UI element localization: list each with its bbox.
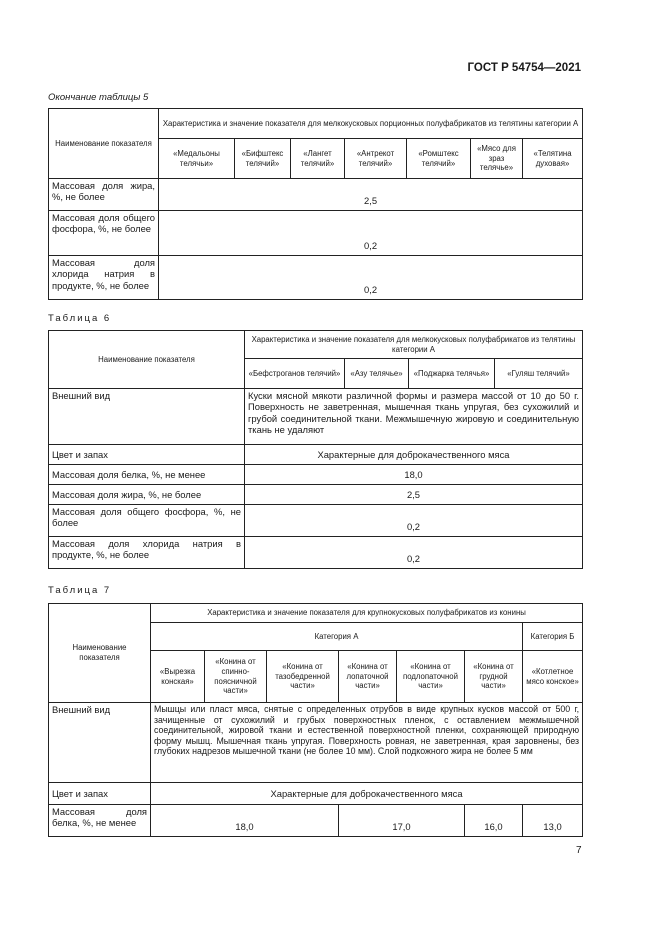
table5-col-header: «Лангет телячий» (291, 139, 345, 179)
row-label: Массовая доля жира, %, не более (49, 485, 245, 505)
table7-col-header: «Конина от лопаточной части» (339, 651, 397, 703)
table7-name-header: Наименование показателя (49, 604, 151, 703)
table5-col-header: «Мясо для зраз телячье» (471, 139, 523, 179)
table-row (49, 703, 583, 783)
table5-name-header: Наименование показателя (49, 109, 159, 179)
row-label: Массовая доля общего фосфора, %, не более (49, 505, 245, 537)
table-row (49, 389, 583, 445)
row-value: 16,0 (465, 805, 523, 837)
table-row (49, 485, 583, 505)
table7-col-header: «Конина от подлопаточной части» (397, 651, 465, 703)
table5-group-header: Характеристика и значение показателя для мелкокусковых порционных полуфабрикатов из телятины категории А (159, 109, 583, 139)
row-value: 2,5 (245, 485, 583, 505)
row-value: Мышцы или пласт мяса, снятые с определенных отрубов в виде крупных кусков массой от 500 г, зачищенные от сухожилий и грубых поверхностных пленок, с оставлением межмышечной соединительной, жировой ткани и естественной поверхностной пленки, сохраняющей природную форму мышц. Мышечная ткань упругая. Поверхность ровная, не заветренная, края заровнены, без глубоких надрезов мышечной ткани (не более 10 мм). Слой подкожного жира не более 5 мм (151, 703, 583, 783)
standard-number: ГОСТ Р 54754—2021 (467, 62, 581, 74)
row-value: Характерные для доброкачественного мяса (245, 445, 583, 465)
row-label: Внешний вид (49, 703, 151, 783)
table-row (49, 211, 583, 256)
row-value: 17,0 (339, 805, 465, 837)
row-label: Массовая доля хлорида натрия в продукте, %, не более (49, 256, 159, 300)
table7-caption: Таблица 7 (48, 585, 112, 596)
table-row (49, 465, 583, 485)
table6-col-header: «Бефстроганов телячий» (245, 359, 345, 389)
row-value: 0,2 (245, 537, 583, 569)
row-value: Характерные для доброкачественного мяса (151, 783, 583, 805)
table6-group-header: Характеристика и значение показателя для мелкокусковых полуфабрикатов из телятины категории А (245, 331, 583, 359)
table7-col-header: «Конина от спинно-поясничной части» (205, 651, 267, 703)
table7 (48, 603, 583, 837)
row-label: Массовая доля общего фосфора, %, не более (49, 211, 159, 256)
table7-col-header: «Конина от тазобедренной части» (267, 651, 339, 703)
table6-col-header: «Гуляш телячий» (495, 359, 583, 389)
table5 (48, 108, 583, 300)
table-row (49, 805, 583, 837)
page-number: 7 (576, 845, 582, 856)
table7-category-a: Категория А (151, 623, 523, 651)
table6-name-header: Наименование показателя (49, 331, 245, 389)
row-value: 0,2 (159, 211, 583, 256)
table-row (49, 783, 583, 805)
row-label: Цвет и запах (49, 783, 151, 805)
table6 (48, 330, 583, 569)
table7-col-header: «Котлетное мясо конское» (523, 651, 583, 703)
row-label: Цвет и запах (49, 445, 245, 465)
row-value: Куски мясной мякоти различной формы и размера массой от 10 до 50 г. Поверхность не заветренная, мышечная ткань упругая, без сухожилий и грубой соединительной ткани. Межмышечную жировую и соединительную ткань не удаляют (245, 389, 583, 445)
row-value: 0,2 (245, 505, 583, 537)
table-row (49, 445, 583, 465)
table7-group-header: Характеристика и значение показателя для крупнокусковых полуфабрикатов из конины (151, 604, 583, 623)
row-value: 18,0 (245, 465, 583, 485)
table-row (49, 256, 583, 300)
table7-col-header: «Вырезка конская» (151, 651, 205, 703)
table5-col-header: «Телятина духовая» (523, 139, 583, 179)
row-label: Массовая доля белка, %, не менее (49, 465, 245, 485)
table6-col-header: «Азу телячье» (345, 359, 409, 389)
row-label: Массовая доля белка, %, не менее (49, 805, 151, 837)
table5-caption: Окончание таблицы 5 (48, 92, 149, 103)
row-value: 2,5 (159, 179, 583, 211)
table5-col-header: «Антрекот телячий» (345, 139, 407, 179)
table-row (49, 537, 583, 569)
table-row (49, 179, 583, 211)
row-value: 18,0 (151, 805, 339, 837)
table7-category-b: Категория Б (523, 623, 583, 651)
table5-col-header: «Бифштекс телячий» (235, 139, 291, 179)
row-label: Массовая доля хлорида натрия в продукте, %, не более (49, 537, 245, 569)
table6-caption: Таблица 6 (48, 313, 112, 324)
row-value: 13,0 (523, 805, 583, 837)
table6-col-header: «Поджарка телячья» (409, 359, 495, 389)
row-value: 0,2 (159, 256, 583, 300)
table7-col-header: «Конина от грудной части» (465, 651, 523, 703)
row-label: Внешний вид (49, 389, 245, 445)
table5-col-header: «Ромштекс телячий» (407, 139, 471, 179)
table-row (49, 505, 583, 537)
row-label: Массовая доля жира, %, не более (49, 179, 159, 211)
table5-col-header: «Медальоны телячьи» (159, 139, 235, 179)
